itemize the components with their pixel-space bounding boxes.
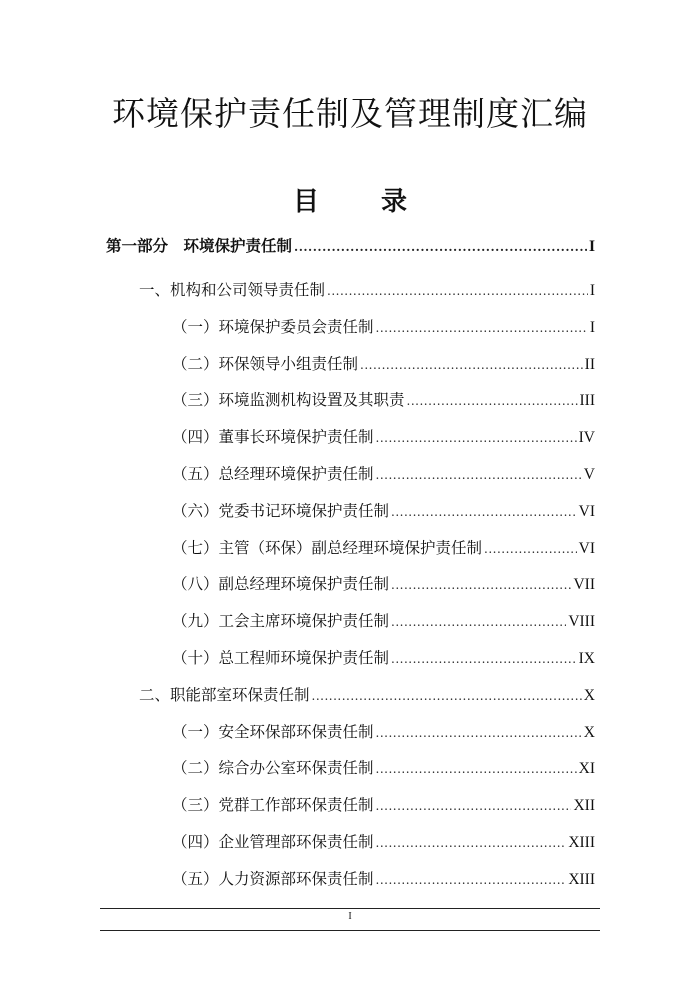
toc-entry[interactable] [172,536,595,560]
toc-entry[interactable] [172,352,595,376]
toc-entry-page: VI [578,539,595,557]
toc-entry[interactable] [172,646,595,670]
toc-dot-leader [484,537,577,561]
toc-entry[interactable] [172,425,595,449]
toc-dot-leader [360,353,583,377]
toc-entry-page: X [583,686,595,704]
toc-entry-page: II [584,355,595,373]
toc-dot-leader [376,316,588,340]
toc-entry[interactable] [172,499,595,523]
toc-entry-page: V [583,466,595,483]
toc-entry-page: XII [573,797,595,815]
toc-dot-leader [391,610,566,634]
toc-entry[interactable] [172,720,595,744]
toc-dot-leader [294,235,587,259]
toc-entry-label: （一）环境保护委员会责任制 [172,317,374,336]
toc-entry[interactable] [172,572,595,596]
toc-dot-leader [391,573,571,597]
toc-entry[interactable] [172,830,595,854]
toc-dot-leader [376,831,567,855]
toc-entry-page: VII [573,576,595,594]
toc-heading: 目录 [292,187,469,217]
toc-entry-label: （二）综合办公室环保责任制 [172,759,374,778]
toc-dot-leader [312,684,582,708]
toc-dot-leader [376,721,582,745]
toc-entry-label: （一）安全环保部环保责任制 [172,722,374,741]
toc-entry-page: I [588,238,595,255]
toc-entry-label: 一、机构和公司领导责任制 [139,281,326,299]
toc-entry-page: IV [578,429,595,447]
footer-page-number: I [348,911,352,922]
toc-dot-leader [327,279,588,303]
toc-entry[interactable] [172,388,595,412]
toc-dot-leader [376,463,582,487]
toc-entry-label: （九）工会主席环境保护责任制 [172,612,390,631]
toc-entry-label: （三）环境监测机构设置及其职责 [172,391,405,410]
toc-entry-label: （三）党群工作部环保责任制 [172,796,374,815]
toc-entry[interactable] [172,315,595,339]
toc-entry-label: 二、职能部室环保责任制 [139,685,310,704]
toc-entry-page: XIII [568,870,595,888]
toc-entry-page: XIII [568,834,595,851]
document-title: 环境保护责任制及管理制度汇编 [112,94,588,133]
toc-dot-leader [376,757,577,781]
toc-entry-label: （七）主管（环保）副总经理环境保护责任制 [172,538,483,557]
toc-entry-page: I [589,318,595,336]
toc-dot-leader [391,500,577,524]
toc-entry-label: 第一部分 环境保护责任制 [106,236,293,255]
toc-entry-page: VIII [568,613,595,631]
toc-entry-label: （五）人力资源部环保责任制 [172,869,374,888]
toc-entry-label: （八）副总经理环境保护责任制 [172,575,390,594]
toc-entry[interactable] [139,683,595,707]
toc-entry-label: （十）总工程师环境保护责任制 [172,649,390,667]
footer-divider-bottom [100,930,600,931]
toc-entry-label: （六）党委书记环境保护责任制 [172,501,390,520]
toc-entry-page: X [583,723,595,741]
toc-entry[interactable] [172,867,595,891]
toc-dot-leader [407,389,578,413]
toc-entry-label: （四）企业管理部环保责任制 [172,833,374,851]
toc-entry[interactable] [139,278,595,302]
toc-dot-leader [376,426,577,450]
toc-entry-page: XI [578,760,595,778]
toc-entry[interactable] [172,609,595,633]
toc-dot-leader [376,794,572,818]
toc-entry[interactable] [172,756,595,780]
toc-entry[interactable] [172,462,595,486]
toc-dot-leader [376,868,567,892]
toc-entry[interactable] [172,793,595,817]
toc-entry-page: I [589,282,595,299]
toc-dot-leader [391,647,577,671]
toc-entry[interactable] [106,234,595,258]
toc-entry-page: III [579,392,595,410]
toc-entry-label: （四）董事长环境保护责任制 [172,428,374,447]
toc-entry-label: （五）总经理环境保护责任制 [172,465,374,483]
toc-entry-page: VI [578,502,595,520]
toc-entry-page: IX [578,650,595,667]
toc-entry-label: （二）环保领导小组责任制 [172,354,359,373]
